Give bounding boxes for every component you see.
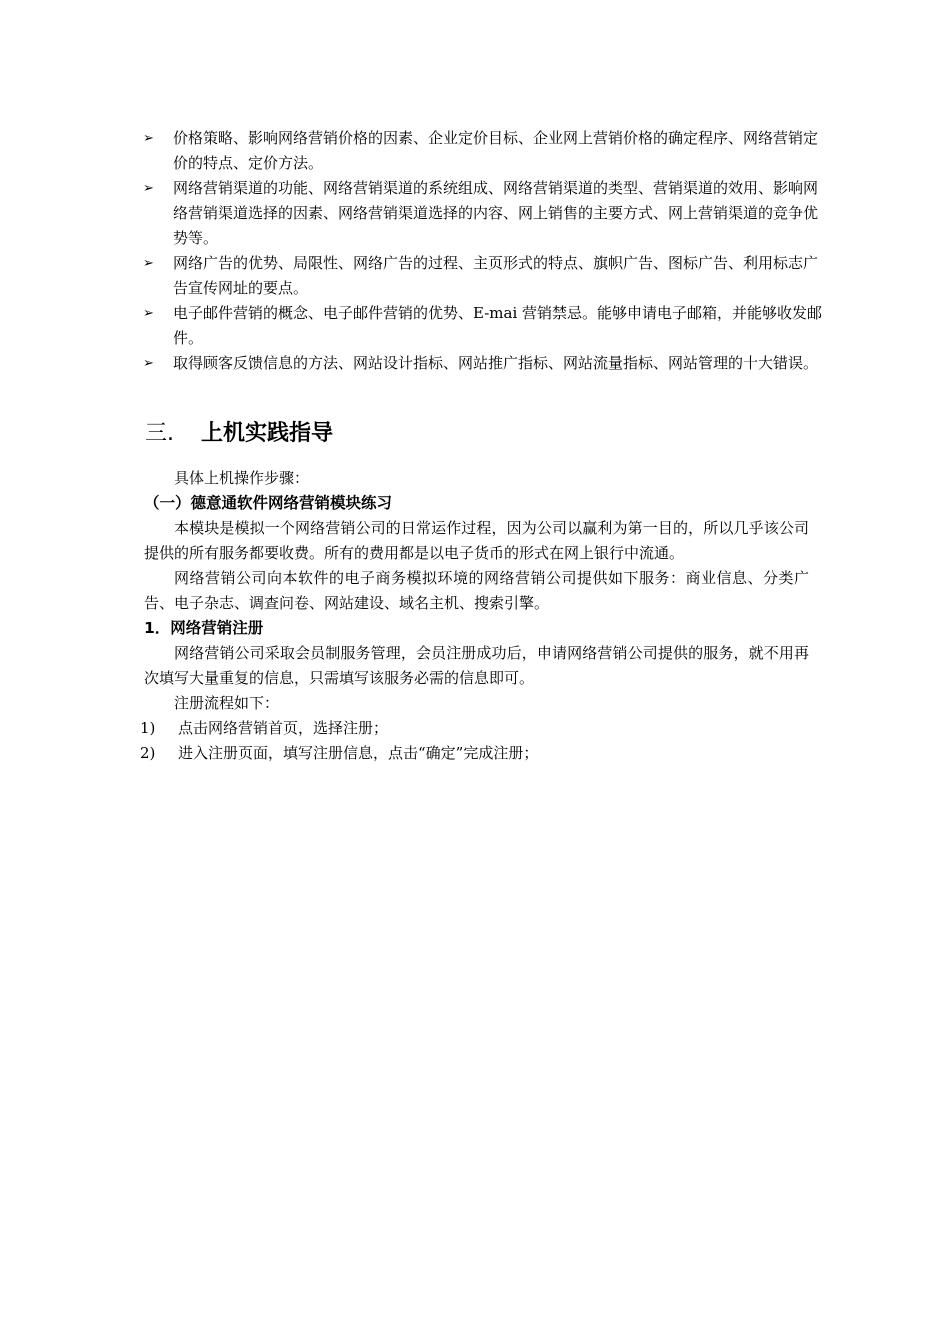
section-number: 三.: [145, 421, 174, 446]
section-body: [140, 466, 809, 766]
bullet-item-feedback: [143, 351, 823, 376]
paragraph-module-description: 本模块是模拟一个网络营销公司的日常运作过程，因为公司以赢利为第一目的，所以几乎该公司提供的所有服务都要收费。所有的费用都是以电子货币的形式在网上银行中流通。: [144, 519, 809, 562]
step-text: 点击网络营销首页，选择注册；: [178, 719, 389, 737]
step-number: 1): [140, 719, 156, 737]
step-item: [140, 741, 809, 766]
bullet-text: 取得顾客反馈信息的方法、网站设计指标、网站推广指标、网站流量指标、网站管理的十大错误。: [173, 354, 819, 372]
paragraph-membership: 网络营销公司采取会员制服务管理，会员注册成功后，申请网络营销公司提供的服务，就不用再次填写大量重复的信息，只需填写该服务必需的信息即可。: [144, 644, 809, 687]
subheading-registration: 1．网络营销注册: [144, 619, 264, 637]
section-title: 上机实践指导: [201, 421, 334, 446]
bullet-text: 价格策略、影响网络营销价格的因素、企业定价目标、企业网上营销价格的确定程序、网络营销定价的特点、定价方法。: [173, 129, 819, 172]
bullet-item-email: [143, 301, 823, 351]
arrow-bullet-icon: ➢: [143, 306, 154, 321]
step-item: [140, 716, 809, 741]
arrow-bullet-icon: ➢: [143, 131, 154, 146]
step-number: 2): [140, 744, 156, 762]
bullet-text: 网络广告的优势、局限性、网络广告的过程、主页形式的特点、旗帜广告、图标广告、利用标志广告宣传网址的要点。: [173, 254, 819, 297]
flow-intro-line: 注册流程如下：: [174, 694, 280, 712]
paragraph-services: 网络营销公司向本软件的电子商务模拟环境的网络营销公司提供如下服务：商业信息、分类广告、电子杂志、调查问卷、网站建设、域名主机、搜索引擎。: [144, 569, 809, 612]
bullet-item-pricing: [143, 126, 823, 176]
intro-line: 具体上机操作步骤：: [174, 469, 310, 487]
bullet-text: 电子邮件营销的概念、电子邮件营销的优势、E-mai 营销禁忌。能够申请电子邮箱，并能够收发邮件。: [173, 304, 823, 347]
arrow-bullet-icon: ➢: [143, 356, 154, 371]
arrow-bullet-icon: ➢: [143, 256, 154, 271]
subheading-module-practice: （一）德意通软件网络营销模块练习: [144, 494, 393, 512]
section-heading: [145, 417, 333, 451]
arrow-bullet-icon: ➢: [143, 181, 154, 196]
bullet-item-channels: [143, 176, 823, 251]
step-text: 进入注册页面，填写注册信息，点击“确定”完成注册；: [178, 744, 539, 762]
bullet-item-advertising: [143, 251, 823, 301]
bullet-text: 网络营销渠道的功能、网络营销渠道的系统组成、网络营销渠道的类型、营销渠道的效用、影响网络营销渠道选择的因素、网络营销渠道选择的内容、网上销售的主要方式、网上营销渠道的竞争优势等。: [173, 179, 819, 247]
topic-bullet-list: [143, 126, 823, 376]
